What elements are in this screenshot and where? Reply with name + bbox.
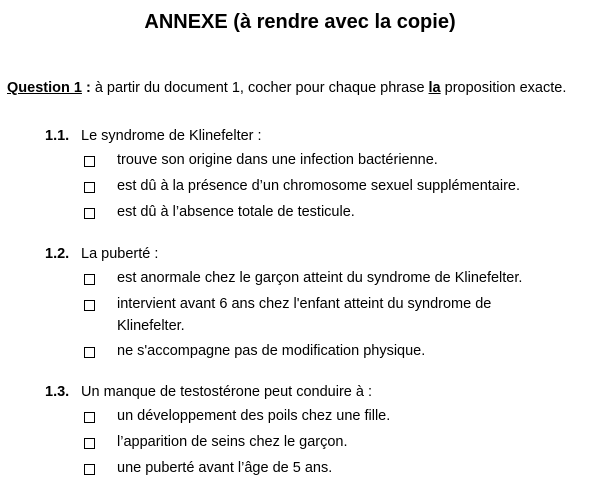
option-text: est anormale chez le garçon atteint du syndrome de Klinefelter. [117,270,523,286]
checkbox[interactable] [84,208,95,219]
section-title: Un manque de testostérone peut conduire à : [81,384,372,400]
checkbox[interactable] [84,300,95,311]
option-text: intervient avant 6 ans chez l'enfant atteint du syndrome de Klinefelter. [117,296,492,334]
question-label: Question 1 [7,80,82,96]
option-text: un développement des poils chez une fille. [117,408,391,424]
section-1-1-heading [45,128,262,144]
question-text-after: proposition exacte. [440,80,567,96]
option-text: une puberté avant l’âge de 5 ans. [117,460,333,476]
section-1-2-heading [45,246,158,262]
question-emphasis: la [428,80,441,96]
section-number: 1.2. [45,246,70,262]
checkbox[interactable] [84,347,95,358]
question-text-before: à partir du document 1, cocher pour chaque phrase [90,80,429,96]
section-number: 1.1. [45,128,70,144]
checkbox[interactable] [84,274,95,285]
question-1-instruction [7,80,566,96]
option-text: ne s'accompagne pas de modification physique. [117,343,426,359]
section-title: Le syndrome de Klinefelter : [81,128,262,144]
option-text: trouve son origine dans une infection bactérienne. [117,152,438,168]
checkbox[interactable] [84,156,95,167]
section-1-3-heading [45,384,372,400]
section-title: La puberté : [81,246,159,262]
question-colon: : [81,80,91,96]
checkbox[interactable] [84,412,95,423]
checkbox[interactable] [84,464,95,475]
checkbox[interactable] [84,438,95,449]
option-text: est dû à l’absence totale de testicule. [117,204,355,220]
page-title: ANNEXE (à rendre avec la copie) [144,11,456,33]
section-number: 1.3. [45,384,70,400]
checkbox[interactable] [84,182,95,193]
option-text: est dû à la présence d’un chromosome sexuel supplémentaire. [117,178,521,194]
option-text: l’apparition de seins chez le garçon. [117,434,348,450]
